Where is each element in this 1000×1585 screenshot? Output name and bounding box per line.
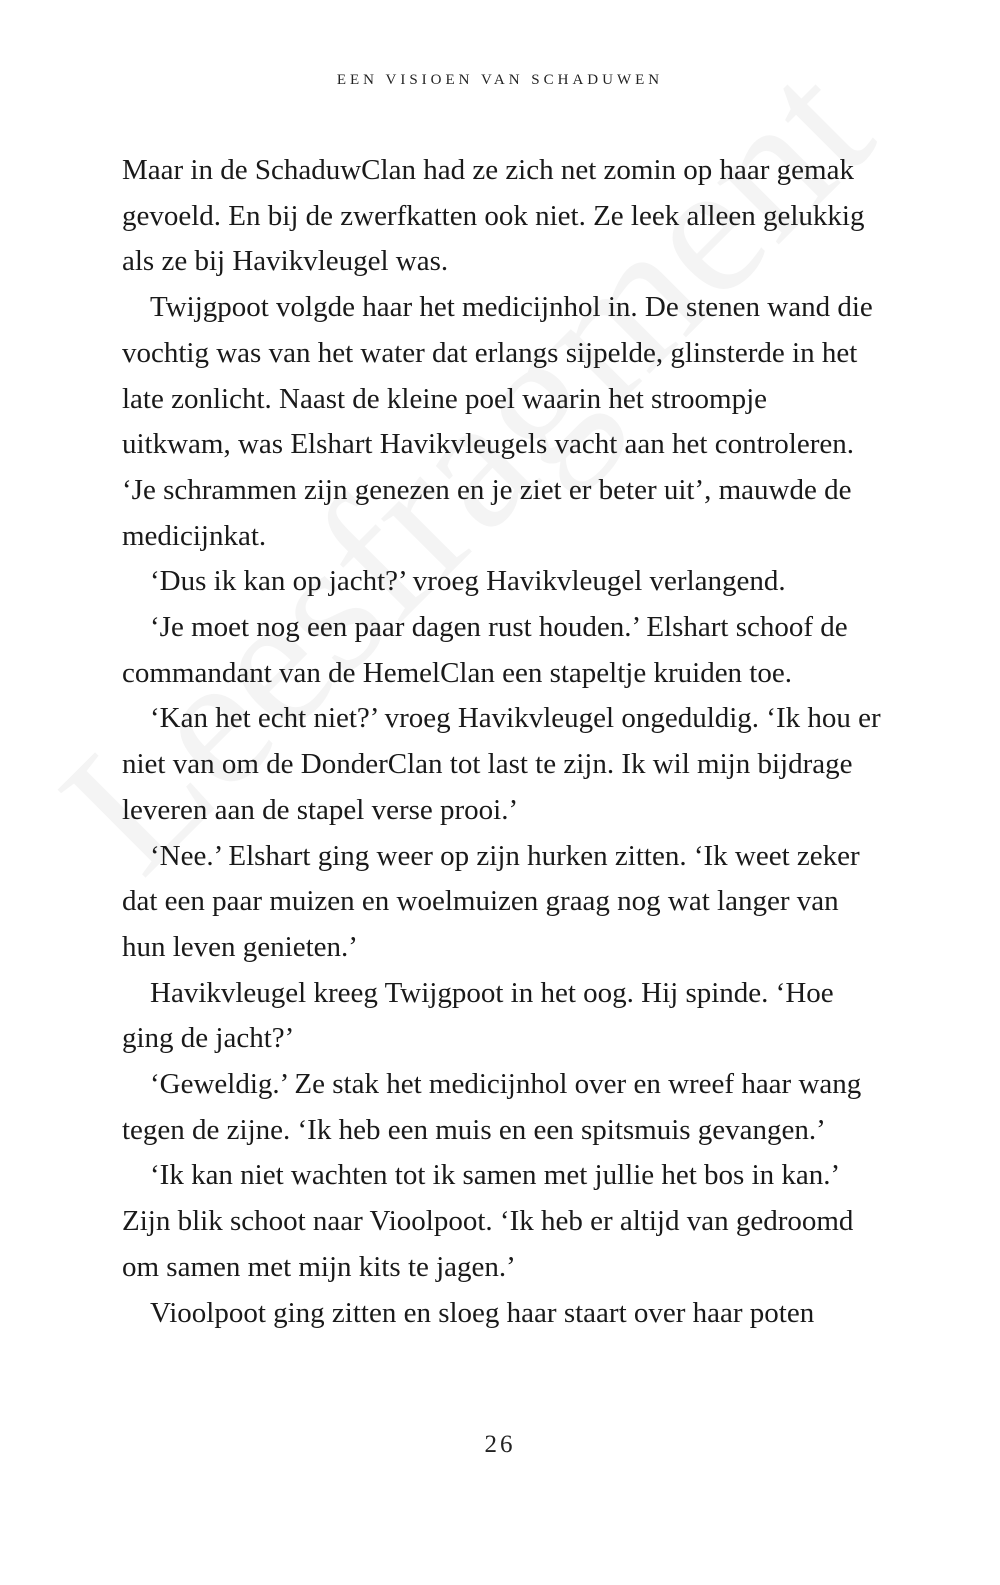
body-text xyxy=(122,148,882,1336)
paragraph: Twijgpoot volgde haar het medicijnhol in. De stenen wand die vochtig was van het water dat erlangs sijpelde, glinsterde in het late zonlicht. Naast de kleine poel waarin het stroompje uitkwam, was Elshart Havikvleugels vacht aan het controleren. ‘Je schrammen zijn genezen en je ziet er beter uit’, mauwde de medicijnkat. xyxy=(122,291,873,552)
paragraph: Havikvleugel kreeg Twijgpoot in het oog. Hij spinde. ‘Hoe ging de jacht?’ xyxy=(122,976,834,1055)
paragraph: Maar in de SchaduwClan had ze zich net zomin op haar gemak gevoeld. En bij de zwerfkatten ook niet. Ze leek alleen gelukkig als ze bij Havikvleugel was. xyxy=(122,154,865,278)
paragraph: ‘Dus ik kan op jacht?’ vroeg Havikvleugel verlangend. xyxy=(150,565,786,598)
paragraph: Vioolpoot ging zitten en sloeg haar staart over haar poten xyxy=(150,1296,815,1329)
running-head: EEN VISIOEN VAN SCHADUWEN xyxy=(336,72,664,88)
page-number: 26 xyxy=(484,1431,516,1458)
paragraph: ‘Geweldig.’ Ze stak het medicijnhol over en wreef haar wang tegen de zijne. ‘Ik heb een muis en een spitsmuis gevangen.’ xyxy=(122,1068,862,1146)
paragraph: ‘Ik kan niet wachten tot ik samen met jullie het bos in kan.’ Zijn blik schoot naar Vioolpoot. ‘Ik heb er altijd van gedroomd om samen met mijn kits te jagen.’ xyxy=(122,1159,854,1283)
paragraph: ‘Nee.’ Elshart ging weer op zijn hurken zitten. ‘Ik weet zeker dat een paar muizen en woelmuizen graag nog wat langer van hun leven genieten.’ xyxy=(122,839,860,963)
paragraph: ‘Je moet nog een paar dagen rust houden.’ Elshart schoof de commandant van de HemelClan een stapeltje kruiden toe. xyxy=(122,611,848,689)
paragraph: ‘Kan het echt niet?’ vroeg Havikvleugel ongeduldig. ‘Ik hou er niet van om de DonderClan tot last te zijn. Ik wil mijn bijdrage leveren aan de stapel verse prooi.’ xyxy=(122,702,881,826)
